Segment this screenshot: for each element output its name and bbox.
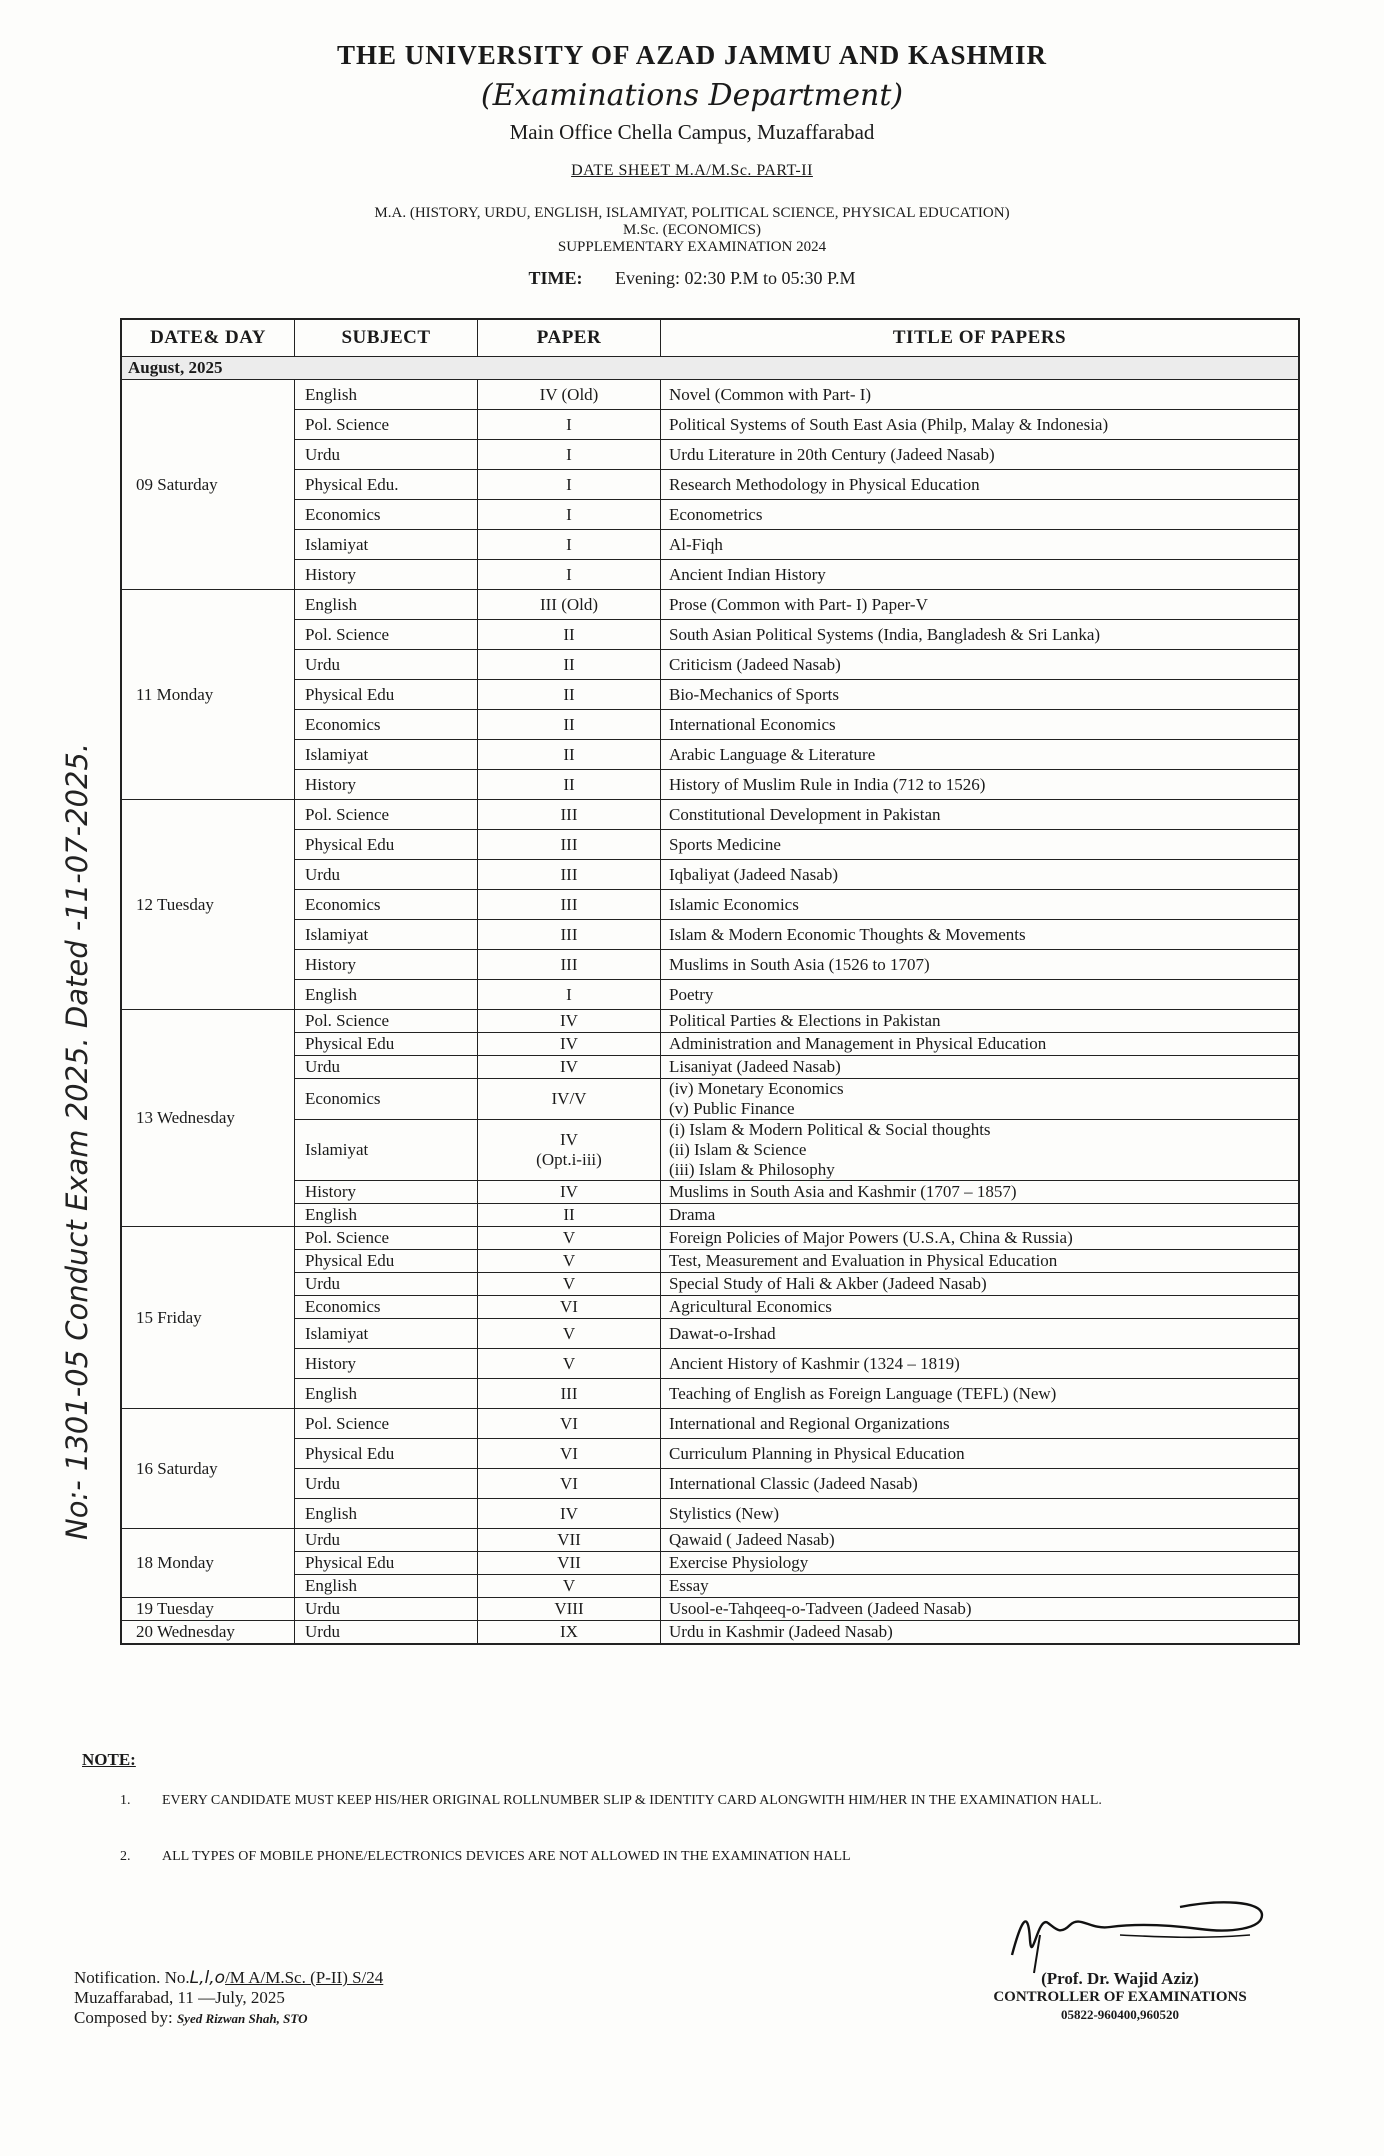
paper-cell: V	[478, 1250, 661, 1273]
table-row	[121, 470, 1299, 500]
signatory-name: (Prof. Dr. Wajid Aziz)	[1041, 1969, 1199, 1988]
table-row	[121, 1079, 1299, 1120]
title-cell: Lisaniyat (Jadeed Nasab)	[661, 1056, 1300, 1079]
paper-cell: VI	[478, 1439, 661, 1469]
paper-cell: VI	[478, 1409, 661, 1439]
title-cell: Arabic Language & Literature	[661, 740, 1300, 770]
table-row	[121, 830, 1299, 860]
paper-cell: IV (Opt.i-iii)	[478, 1120, 661, 1181]
subject-cell: English	[295, 980, 478, 1010]
table-row	[121, 1529, 1299, 1552]
signatory-phone: 05822-960400,960520	[1060, 2007, 1180, 2022]
time-value: Evening: 02:30 P.M to 05:30 P.M	[614, 268, 856, 288]
paper-cell: IV	[478, 1056, 661, 1079]
table-row	[121, 1621, 1299, 1645]
exam-line: SUPPLEMENTARY EXAMINATION 2024	[557, 239, 827, 255]
table-row	[121, 770, 1299, 800]
note-item	[120, 1792, 1280, 1809]
title-cell: Urdu in Kashmir (Jadeed Nasab)	[661, 1621, 1300, 1645]
table-row	[121, 620, 1299, 650]
col-header-date: DATE& DAY	[121, 319, 295, 357]
table-row	[121, 1273, 1299, 1296]
subject-cell: Pol. Science	[295, 1010, 478, 1033]
subject-cell: English	[295, 1379, 478, 1409]
date-day-cell: 19 Tuesday	[121, 1598, 295, 1621]
title-cell: Qawaid ( Jadeed Nasab)	[661, 1529, 1300, 1552]
month-row	[121, 357, 1299, 380]
table-row	[121, 1409, 1299, 1439]
subject-cell: Physical Edu	[295, 1552, 478, 1575]
table-row	[121, 1499, 1299, 1529]
table-row	[121, 1250, 1299, 1273]
paper-cell: III	[478, 800, 661, 830]
subject-cell: English	[295, 380, 478, 410]
notification-reference: /M A/M.Sc. (P-II) S/24	[225, 1968, 384, 1987]
title-cell: Urdu Literature in 20th Century (Jadeed Nasab)	[661, 440, 1300, 470]
title-cell: Sports Medicine	[661, 830, 1300, 860]
title-cell: Ancient History of Kashmir (1324 – 1819)	[661, 1349, 1300, 1379]
composed-label: Composed by:	[74, 2008, 173, 2027]
subject-cell: Islamiyat	[295, 1120, 478, 1181]
paper-cell: II	[478, 740, 661, 770]
subject-cell: Urdu	[295, 1529, 478, 1552]
table-row	[121, 1598, 1299, 1621]
title-cell: Foreign Policies of Major Powers (U.S.A, China & Russia)	[661, 1227, 1300, 1250]
date-line: Muzaffarabad, 11 —July, 2025	[74, 1988, 285, 2007]
table-row	[121, 1379, 1299, 1409]
paper-cell: IV (Old)	[478, 380, 661, 410]
department-title: (Examinations Department)	[480, 78, 904, 113]
subject-cell: Pol. Science	[295, 620, 478, 650]
title-cell: Constitutional Development in Pakistan	[661, 800, 1300, 830]
table-body	[121, 357, 1299, 1645]
table-row	[121, 590, 1299, 620]
paper-cell: I	[478, 500, 661, 530]
title-cell: Teaching of English as Foreign Language (TEFL) (New)	[661, 1379, 1300, 1409]
title-cell: (i) Islam & Modern Political & Social thoughts (ii) Islam & Science (iii) Islam & Philosophy	[661, 1120, 1300, 1181]
paper-cell: VI	[478, 1296, 661, 1319]
subject-cell: Economics	[295, 1296, 478, 1319]
title-cell: Criticism (Jadeed Nasab)	[661, 650, 1300, 680]
subject-cell: Economics	[295, 710, 478, 740]
composed-line	[74, 2008, 383, 2029]
table-row	[121, 440, 1299, 470]
subject-cell: Islamiyat	[295, 530, 478, 560]
table-row	[121, 1010, 1299, 1033]
msc-line: M.Sc. (ECONOMICS)	[623, 222, 761, 238]
date-day-cell: 09 Saturday	[121, 380, 295, 590]
notification-number: L,l,o	[189, 1968, 226, 1988]
subject-cell: Urdu	[295, 440, 478, 470]
paper-cell: IV	[478, 1033, 661, 1056]
subject-cell: History	[295, 560, 478, 590]
date-day-cell: 12 Tuesday	[121, 800, 295, 1010]
paper-cell: III (Old)	[478, 590, 661, 620]
sheet-title: DATE SHEET M.A/M.Sc. PART-II	[571, 162, 813, 179]
subject-cell: English	[295, 1575, 478, 1598]
paper-cell: IV/V	[478, 1079, 661, 1120]
table-row	[121, 380, 1299, 410]
table-row	[121, 920, 1299, 950]
title-cell: Dawat-o-Irshad	[661, 1319, 1300, 1349]
paper-cell: III	[478, 920, 661, 950]
subject-cell: Physical Edu	[295, 680, 478, 710]
paper-cell: IV	[478, 1181, 661, 1204]
title-cell: (iv) Monetary Economics (v) Public Finance	[661, 1079, 1300, 1120]
subject-cell: History	[295, 770, 478, 800]
title-cell: Administration and Management in Physical Education	[661, 1033, 1300, 1056]
title-cell: Political Parties & Elections in Pakistan	[661, 1010, 1300, 1033]
paper-cell: I	[478, 470, 661, 500]
table-row	[121, 1227, 1299, 1250]
subject-cell: Physical Edu	[295, 1439, 478, 1469]
date-day-cell: 16 Saturday	[121, 1409, 295, 1529]
date-day-cell: 15 Friday	[121, 1227, 295, 1409]
title-cell: Agricultural Economics	[661, 1296, 1300, 1319]
exam-time	[0, 268, 1384, 289]
paper-cell: IV	[478, 1010, 661, 1033]
time-label: TIME:	[528, 268, 583, 288]
table-row	[121, 860, 1299, 890]
table-row	[121, 530, 1299, 560]
title-cell: Usool-e-Tahqeeq-o-Tadveen (Jadeed Nasab)	[661, 1598, 1300, 1621]
date-day-cell: 18 Monday	[121, 1529, 295, 1598]
title-cell: Novel (Common with Part- I)	[661, 380, 1300, 410]
paper-cell: I	[478, 440, 661, 470]
table-row	[121, 650, 1299, 680]
subject-cell: Urdu	[295, 1273, 478, 1296]
subject-cell: History	[295, 1181, 478, 1204]
paper-cell: IX	[478, 1621, 661, 1645]
subjects-line: M.A. (HISTORY, URDU, ENGLISH, ISLAMIYAT, POLITICAL SCIENCE, PHYSICAL EDUCATION)	[374, 205, 1010, 221]
subject-cell: Economics	[295, 1079, 478, 1120]
table-row	[121, 560, 1299, 590]
signatory-block	[950, 1970, 1290, 2024]
handwritten-margin-note: No:- 1301-05 Conduct Exam 2025. Dated -11-07-2025.	[60, 742, 94, 1540]
note-text: EVERY CANDIDATE MUST KEEP HIS/HER ORIGINAL ROLLNUMBER SLIP & IDENTITY CARD ALONGWITH HIM/HER IN THE EXAMINATION HALL.	[162, 1793, 1102, 1808]
signatory-title: CONTROLLER OF EXAMINATIONS	[993, 1989, 1247, 2005]
subject-cell: Pol. Science	[295, 410, 478, 440]
subject-cell: Urdu	[295, 1621, 478, 1645]
table-row	[121, 1033, 1299, 1056]
table-row	[121, 1469, 1299, 1499]
paper-cell: VI	[478, 1469, 661, 1499]
table-row	[121, 1204, 1299, 1227]
title-cell: Exercise Physiology	[661, 1552, 1300, 1575]
date-day-cell: 11 Monday	[121, 590, 295, 800]
paper-cell: V	[478, 1319, 661, 1349]
title-cell: Ancient Indian History	[661, 560, 1300, 590]
title-cell: Stylistics (New)	[661, 1499, 1300, 1529]
paper-cell: III	[478, 890, 661, 920]
title-cell: Econometrics	[661, 500, 1300, 530]
title-cell: Islamic Economics	[661, 890, 1300, 920]
paper-cell: I	[478, 980, 661, 1010]
subject-cell: Physical Edu	[295, 1250, 478, 1273]
table-row	[121, 1296, 1299, 1319]
table-row	[121, 500, 1299, 530]
note-heading: NOTE:	[82, 1750, 136, 1769]
title-cell: Curriculum Planning in Physical Education	[661, 1439, 1300, 1469]
paper-cell: V	[478, 1575, 661, 1598]
table-row	[121, 1439, 1299, 1469]
table-row	[121, 410, 1299, 440]
subject-cell: Economics	[295, 890, 478, 920]
subject-cell: Urdu	[295, 650, 478, 680]
paper-cell: II	[478, 680, 661, 710]
date-day-cell: 13 Wednesday	[121, 1010, 295, 1227]
col-header-title: TITLE OF PAPERS	[661, 319, 1300, 357]
title-cell: Essay	[661, 1575, 1300, 1598]
table-row	[121, 1056, 1299, 1079]
subject-cell: Urdu	[295, 1598, 478, 1621]
subject-cell: Pol. Science	[295, 800, 478, 830]
paper-cell: III	[478, 830, 661, 860]
title-cell: Poetry	[661, 980, 1300, 1010]
table-row	[121, 980, 1299, 1010]
title-cell: Iqbaliyat (Jadeed Nasab)	[661, 860, 1300, 890]
table-row	[121, 740, 1299, 770]
table-row	[121, 890, 1299, 920]
title-cell: Islam & Modern Economic Thoughts & Movements	[661, 920, 1300, 950]
paper-cell: V	[478, 1227, 661, 1250]
date-sheet-table	[120, 318, 1300, 1645]
university-title: THE UNIVERSITY OF AZAD JAMMU AND KASHMIR	[336, 40, 1048, 70]
paper-cell: V	[478, 1349, 661, 1379]
paper-cell: IV	[478, 1499, 661, 1529]
paper-cell: II	[478, 710, 661, 740]
paper-cell: VII	[478, 1552, 661, 1575]
subject-cell: History	[295, 1349, 478, 1379]
title-cell: International Classic (Jadeed Nasab)	[661, 1469, 1300, 1499]
paper-cell: I	[478, 560, 661, 590]
title-cell: History of Muslim Rule in India (712 to 1526)	[661, 770, 1300, 800]
paper-cell: III	[478, 950, 661, 980]
month-label: August, 2025	[121, 357, 1299, 380]
paper-cell: III	[478, 860, 661, 890]
table-row	[121, 1120, 1299, 1181]
paper-cell: I	[478, 530, 661, 560]
subject-cell: Urdu	[295, 1469, 478, 1499]
table-row	[121, 710, 1299, 740]
subject-cell: History	[295, 950, 478, 980]
title-cell: Political Systems of South East Asia (Philp, Malay & Indonesia)	[661, 410, 1300, 440]
subject-cell: Islamiyat	[295, 1319, 478, 1349]
subject-cell: Islamiyat	[295, 920, 478, 950]
title-cell: Special Study of Hali & Akber (Jadeed Nasab)	[661, 1273, 1300, 1296]
subject-cell: English	[295, 1204, 478, 1227]
table-row	[121, 950, 1299, 980]
composed-name: Syed Rizwan Shah, STO	[176, 2011, 308, 2026]
paper-cell: VII	[478, 1529, 661, 1552]
table-row	[121, 1181, 1299, 1204]
title-cell: South Asian Political Systems (India, Bangladesh & Sri Lanka)	[661, 620, 1300, 650]
campus-line: Main Office Chella Campus, Muzaffarabad	[509, 120, 875, 144]
paper-cell: V	[478, 1273, 661, 1296]
col-header-paper: PAPER	[478, 319, 661, 357]
notification-footer	[74, 1968, 383, 2029]
paper-cell: II	[478, 650, 661, 680]
title-cell: Prose (Common with Part- I) Paper-V	[661, 590, 1300, 620]
subject-cell: Urdu	[295, 860, 478, 890]
title-cell: Bio-Mechanics of Sports	[661, 680, 1300, 710]
paper-cell: II	[478, 1204, 661, 1227]
notification-line	[74, 1968, 383, 1988]
table-row	[121, 680, 1299, 710]
subject-cell: Physical Edu.	[295, 470, 478, 500]
note-number: 1.	[120, 1793, 131, 1808]
table-row	[121, 1552, 1299, 1575]
paper-cell: I	[478, 410, 661, 440]
subject-cell: Physical Edu	[295, 1033, 478, 1056]
title-cell: International Economics	[661, 710, 1300, 740]
subject-cell: Islamiyat	[295, 740, 478, 770]
note-item	[120, 1848, 1280, 1865]
signature-image	[1000, 1895, 1280, 1975]
paper-cell: VIII	[478, 1598, 661, 1621]
subject-cell: Pol. Science	[295, 1409, 478, 1439]
title-cell: Al-Fiqh	[661, 530, 1300, 560]
table-row	[121, 1575, 1299, 1598]
subject-cell: Physical Edu	[295, 830, 478, 860]
subject-cell: English	[295, 590, 478, 620]
paper-cell: II	[478, 770, 661, 800]
paper-cell: III	[478, 1379, 661, 1409]
table-header-row	[121, 319, 1299, 357]
title-cell: Muslims in South Asia (1526 to 1707)	[661, 950, 1300, 980]
table-row	[121, 1349, 1299, 1379]
col-header-subject: SUBJECT	[295, 319, 478, 357]
table-row	[121, 800, 1299, 830]
title-cell: Muslims in South Asia and Kashmir (1707 – 1857)	[661, 1181, 1300, 1204]
subject-cell: Urdu	[295, 1056, 478, 1079]
date-day-cell: 20 Wednesday	[121, 1621, 295, 1645]
title-cell: Test, Measurement and Evaluation in Physical Education	[661, 1250, 1300, 1273]
subject-cell: Pol. Science	[295, 1227, 478, 1250]
title-cell: Research Methodology in Physical Education	[661, 470, 1300, 500]
table-row	[121, 1319, 1299, 1349]
title-cell: International and Regional Organizations	[661, 1409, 1300, 1439]
note-number: 2.	[120, 1849, 131, 1864]
note-text: ALL TYPES OF MOBILE PHONE/ELECTRONICS DEVICES ARE NOT ALLOWED IN THE EXAMINATION HALL	[162, 1849, 851, 1864]
notification-label: Notification. No.	[74, 1968, 190, 1987]
subject-cell: English	[295, 1499, 478, 1529]
title-cell: Drama	[661, 1204, 1300, 1227]
subject-cell: Economics	[295, 500, 478, 530]
paper-cell: II	[478, 620, 661, 650]
